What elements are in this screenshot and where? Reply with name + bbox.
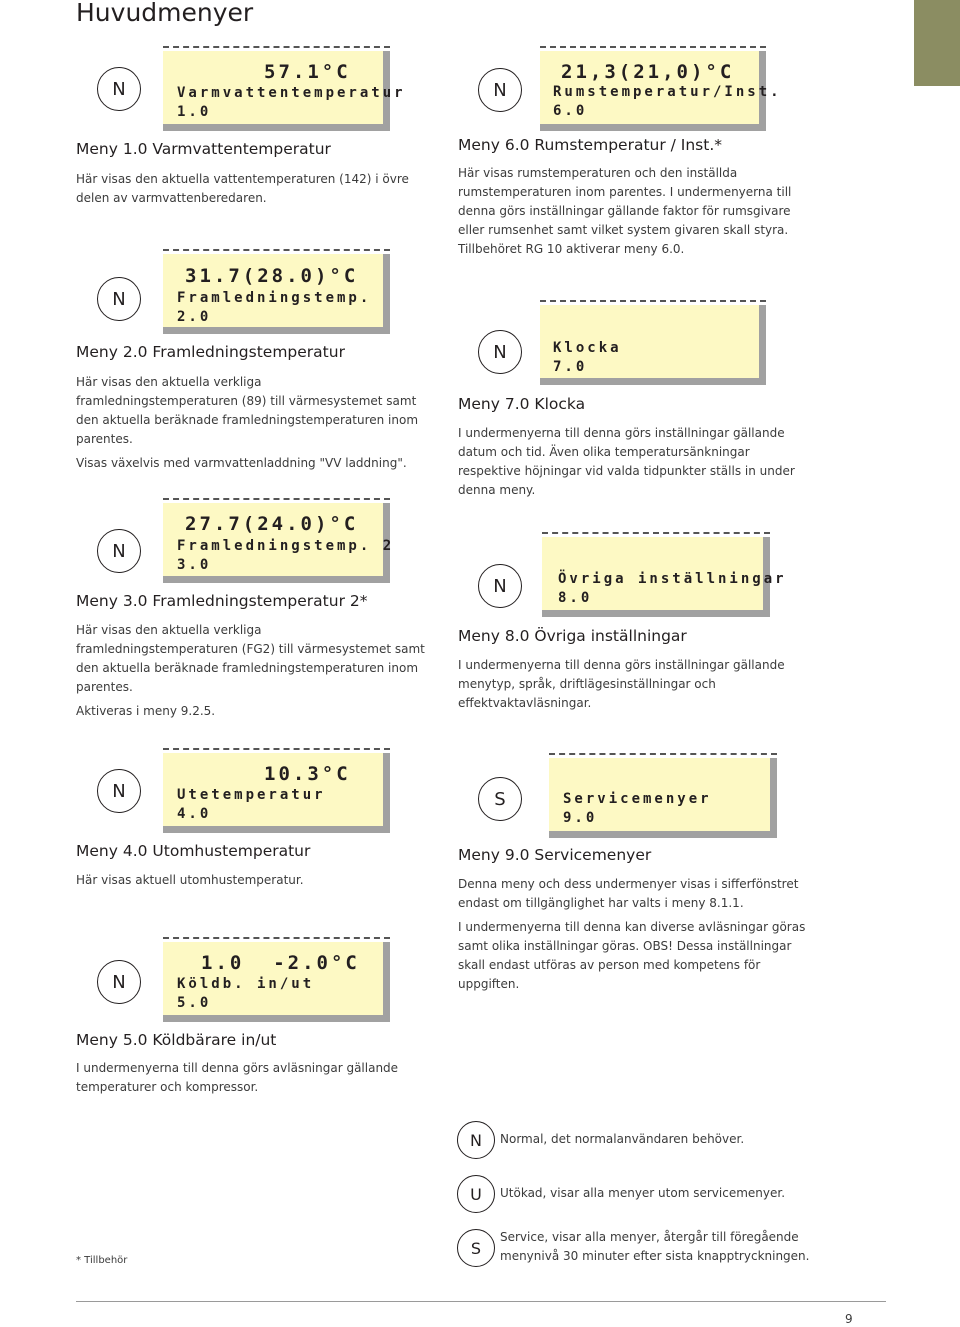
menu-level-badge: N — [97, 277, 141, 321]
menu-level-badge: N — [97, 67, 141, 111]
menu-description — [458, 875, 808, 999]
section-tab-marker — [914, 0, 960, 86]
menu-description — [458, 424, 808, 505]
lcd-display-menu-2 — [163, 254, 390, 334]
legend-badge-normal: N — [457, 1121, 495, 1159]
menu-description — [458, 656, 808, 718]
menu-level-badge: N — [97, 529, 141, 573]
lcd-menu-index: 3.0 — [177, 557, 212, 573]
lcd-menu-name: Utetemperatur — [177, 787, 326, 803]
menu-paragraph: Visas växelvis med varmvattenladdning "VV laddning". — [76, 456, 407, 470]
lcd-display-menu-9 — [549, 758, 777, 838]
lcd-value: 27.7(24.0)°C — [185, 513, 359, 535]
lcd-menu-index: 9.0 — [563, 810, 598, 826]
lcd-menu-name: Framledningstemp. — [177, 290, 372, 306]
lcd-display-menu-5 — [163, 942, 390, 1022]
page-title: Huvudmenyer — [76, 0, 254, 27]
menu-paragraph: Denna meny och dess undermenyer visas i sifferfönstret endast om tillgänglighet har valts i meny 8.1.1. — [458, 877, 799, 910]
menu-description — [458, 164, 808, 264]
lcd-menu-index: 5.0 — [177, 995, 212, 1011]
legend-text-service: Service, visar alla menyer, återgår till föregående menynivå 30 minuter efter sista knapptryckningen. — [500, 1230, 810, 1263]
lcd-top-edge — [542, 532, 770, 534]
menu-description — [76, 871, 426, 895]
menu-heading: Meny 5.0 Köldbärare in/ut — [76, 1031, 277, 1049]
menu-heading: Meny 8.0 Övriga inställningar — [458, 627, 687, 645]
lcd-top-edge — [163, 249, 390, 251]
menu-description — [76, 170, 426, 213]
menu-heading: Meny 1.0 Varmvattentemperatur — [76, 140, 331, 158]
menu-level-badge: N — [97, 769, 141, 813]
lcd-value: 10.3°C — [264, 763, 351, 785]
lcd-menu-index: 7.0 — [553, 359, 588, 375]
lcd-display-menu-3 — [163, 503, 395, 583]
menu-level-badge: N — [97, 960, 141, 1004]
legend-badge-service: S — [457, 1229, 495, 1267]
lcd-top-edge — [540, 46, 766, 48]
menu-paragraph: Här visas den aktuella verkliga framledningstemperaturen (FG2) till värmesystemet samt den aktuella beräknade framledningstemperaturen inom parentes. — [76, 623, 425, 694]
menu-heading: Meny 6.0 Rumstemperatur / Inst.* — [458, 136, 723, 154]
menu-level-badge: S — [478, 777, 522, 821]
lcd-menu-name: Klocka — [553, 340, 622, 356]
legend-badge-extended: U — [457, 1175, 495, 1213]
lcd-top-edge — [549, 753, 777, 755]
menu-heading: Meny 7.0 Klocka — [458, 395, 586, 413]
menu-description — [76, 373, 426, 478]
legend-text-extended: Utökad, visar alla menyer utom servicemenyer. — [500, 1186, 786, 1200]
lcd-top-edge — [540, 300, 766, 302]
menu-description — [76, 1059, 426, 1102]
menu-paragraph: I undermenyerna till denna görs inställningar gällande datum och tid. Även olika temperatursänkningar respektive höjningar vid valda tidpunkter ställs in under denna meny. — [458, 426, 795, 497]
lcd-value: 21,3(21,0)°C — [561, 61, 735, 83]
lcd-menu-name: Köldb. in/ut — [177, 976, 315, 992]
menu-paragraph: I undermenyerna till denna kan diverse avläsningar göras samt olika inställningar göras. OBS! Dessa inställningar skall endast utföras av person med kompetens för uppgiften. — [458, 920, 806, 991]
menu-level-badge: N — [478, 68, 522, 112]
lcd-menu-index: 4.0 — [177, 806, 212, 822]
menu-paragraph: I undermenyerna till denna görs inställningar gällande menytyp, språk, driftlägesinställningar och effektvaktavläsningar. — [458, 658, 785, 710]
lcd-menu-name: Varmvattentemperatur — [177, 85, 406, 101]
lcd-value: 57.1°C — [264, 61, 351, 83]
menu-paragraph: Här visas rumstemperaturen och den inställda rumstemperaturen inom parentes. I undermenyerna till denna görs inställningar gällande faktor för rumsgivare eller rumsenhet samt vilket system givaren skall styra. Tillbehöret RG 10 aktiverar meny 6.0. — [458, 166, 792, 256]
lcd-top-edge — [163, 937, 390, 939]
lcd-menu-index: 2.0 — [177, 309, 212, 325]
lcd-display-menu-4 — [163, 753, 390, 833]
lcd-menu-name: Övriga inställningar — [558, 571, 787, 587]
lcd-value: 31.7(28.0)°C — [185, 265, 359, 287]
menu-heading: Meny 4.0 Utomhustemperatur — [76, 842, 311, 860]
legend-text-normal: Normal, det normalanvändaren behöver. — [500, 1132, 745, 1146]
lcd-menu-name: Rumstemperatur/Inst. — [553, 84, 782, 100]
lcd-display-menu-8 — [542, 537, 787, 617]
footer-rule — [76, 1301, 886, 1302]
lcd-menu-index: 8.0 — [558, 590, 593, 606]
menu-paragraph: I undermenyerna till denna görs avläsningar gällande temperaturer och kompressor. — [76, 1061, 399, 1094]
lcd-value: 1.0 -2.0°C — [201, 952, 360, 974]
menu-level-badge: N — [478, 564, 522, 608]
page-number: 9 — [845, 1312, 853, 1326]
lcd-display-menu-7 — [540, 305, 766, 385]
lcd-menu-name: Servicemenyer — [563, 791, 712, 807]
lcd-display-menu-6 — [540, 51, 782, 131]
menu-heading: Meny 9.0 Servicemenyer — [458, 846, 652, 864]
lcd-menu-name: Framledningstemp. 2 — [177, 538, 395, 554]
menu-description — [76, 621, 426, 726]
menu-paragraph: Här visas den aktuella verkliga framledningstemperaturen (89) till värmesystemet samt den aktuella beräknade framledningstemperaturen inom parentes. — [76, 375, 419, 446]
menu-paragraph: Aktiveras i meny 9.2.5. — [76, 704, 216, 718]
lcd-menu-index: 6.0 — [553, 103, 588, 119]
menu-paragraph: Här visas aktuell utomhustemperatur. — [76, 873, 304, 887]
menu-heading: Meny 2.0 Framledningstemperatur — [76, 343, 345, 361]
menu-level-badge: N — [478, 330, 522, 374]
footnote: * Tillbehör — [76, 1255, 128, 1266]
lcd-menu-index: 1.0 — [177, 104, 212, 120]
lcd-top-edge — [163, 498, 390, 500]
lcd-top-edge — [163, 748, 390, 750]
lcd-display-menu-1 — [163, 51, 406, 131]
menu-heading: Meny 3.0 Framledningstemperatur 2* — [76, 592, 368, 610]
lcd-top-edge — [163, 46, 390, 48]
menu-paragraph: Här visas den aktuella vattentemperaturen (142) i övre delen av varmvattenberedaren. — [76, 172, 409, 205]
